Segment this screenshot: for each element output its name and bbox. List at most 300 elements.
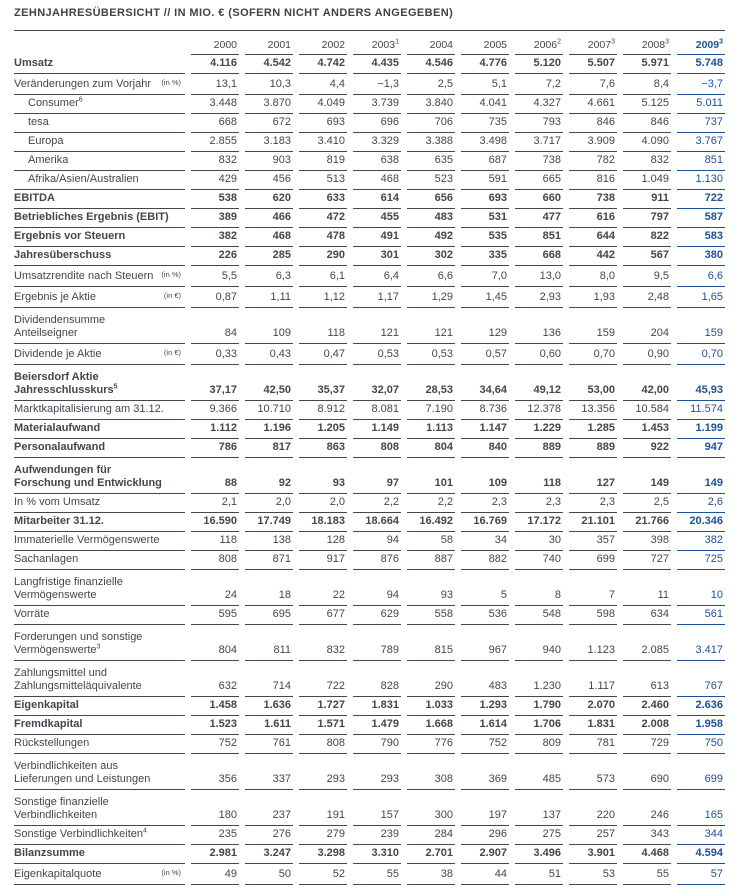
value-cell: 16.769 xyxy=(461,513,509,532)
value-cell: 109 xyxy=(245,325,293,344)
value-cell: 1.149 xyxy=(353,420,401,439)
row-unit-label: (in €) xyxy=(163,348,181,357)
value-cell: 137 xyxy=(515,807,563,826)
value-cell: 456 xyxy=(245,171,293,190)
value-cell: 477 xyxy=(515,209,563,228)
value-cell: 8.081 xyxy=(353,401,401,420)
value-cell: 2,48 xyxy=(623,289,671,308)
value-cell: 478 xyxy=(299,228,347,247)
value-cell: 677 xyxy=(299,606,347,625)
table-row xyxy=(14,74,725,95)
value-cell: 3.310 xyxy=(353,845,401,864)
value-cell: 2,6 xyxy=(677,494,725,513)
value-cell: 468 xyxy=(245,228,293,247)
value-cell: 0,43 xyxy=(245,346,293,365)
value-cell: 2.008 xyxy=(623,716,671,735)
value-cell: 786 xyxy=(191,439,239,458)
value-cell: 16.590 xyxy=(191,513,239,532)
value-cell: 17.749 xyxy=(245,513,293,532)
value-cell: 38 xyxy=(407,866,455,885)
value-cell: 548 xyxy=(515,606,563,625)
value-cell: 629 xyxy=(353,606,401,625)
row-label: Fremdkapital xyxy=(14,716,185,735)
table-row xyxy=(14,344,725,365)
table-row xyxy=(14,308,725,344)
row-label: In % vom Umsatz xyxy=(14,494,185,513)
value-cell: 808 xyxy=(353,439,401,458)
value-cell: 94 xyxy=(353,532,401,551)
value-cell: 633 xyxy=(299,190,347,209)
value-cell: 2.070 xyxy=(569,697,617,716)
value-cell: 699 xyxy=(677,771,725,790)
value-cell: 752 xyxy=(191,735,239,754)
value-cell: 335 xyxy=(461,247,509,266)
table-row xyxy=(14,826,725,845)
value-cell: 781 xyxy=(569,735,617,754)
value-cell: 808 xyxy=(191,551,239,570)
value-cell: 337 xyxy=(245,771,293,790)
value-cell: 12.378 xyxy=(515,401,563,420)
value-cell: 828 xyxy=(353,678,401,697)
value-cell: 483 xyxy=(461,678,509,697)
row-unit-label: (in %) xyxy=(161,868,181,877)
value-cell: 808 xyxy=(299,735,347,754)
value-cell: 737 xyxy=(677,114,725,133)
value-cell: 2,3 xyxy=(461,494,509,513)
value-cell: 35,37 xyxy=(299,382,347,401)
value-cell: 220 xyxy=(569,807,617,826)
value-cell: 3.388 xyxy=(407,133,455,152)
value-cell: 22 xyxy=(299,587,347,606)
value-cell: 2.981 xyxy=(191,845,239,864)
value-cell: 2.636 xyxy=(677,697,725,716)
value-cell: 2.701 xyxy=(407,845,455,864)
value-cell: 1.293 xyxy=(461,697,509,716)
value-cell: 735 xyxy=(461,114,509,133)
value-cell: 1.112 xyxy=(191,420,239,439)
value-cell: 7,0 xyxy=(461,268,509,287)
value-cell: −1,3 xyxy=(353,76,401,95)
value-cell: 696 xyxy=(353,114,401,133)
row-label: Zahlungsmittel und Zahlungsmitteläquivalente xyxy=(14,665,185,697)
table-row xyxy=(14,697,725,716)
value-cell: 1.611 xyxy=(245,716,293,735)
value-cell: 1,93 xyxy=(569,289,617,308)
value-cell: 889 xyxy=(515,439,563,458)
value-cell: 157 xyxy=(353,807,401,826)
value-cell: 21.766 xyxy=(623,513,671,532)
value-cell: 1.727 xyxy=(299,697,347,716)
value-cell: 3.329 xyxy=(353,133,401,152)
row-label: Betriebliches Ergebnis (EBIT) xyxy=(14,209,185,228)
value-cell: 6,6 xyxy=(677,268,725,287)
value-cell: 344 xyxy=(677,826,725,845)
row-label: Bilanzsumme xyxy=(14,845,185,864)
value-cell: 832 xyxy=(299,642,347,661)
table-row xyxy=(14,790,725,826)
value-cell: 797 xyxy=(623,209,671,228)
value-cell: 10.584 xyxy=(623,401,671,420)
value-cell: 13,0 xyxy=(515,268,563,287)
value-cell: 53 xyxy=(569,866,617,885)
value-cell: 1,45 xyxy=(461,289,509,308)
value-cell: 3.496 xyxy=(515,845,563,864)
table-row xyxy=(14,735,725,754)
value-cell: 1.229 xyxy=(515,420,563,439)
value-cell: 1.636 xyxy=(245,697,293,716)
year-column-2008: 2008$^3$ xyxy=(623,36,671,55)
value-cell: 3.901 xyxy=(569,845,617,864)
value-cell: 88 xyxy=(191,475,239,494)
value-cell: 1.479 xyxy=(353,716,401,735)
value-cell: 809 xyxy=(515,735,563,754)
value-cell: 389 xyxy=(191,209,239,228)
table-row xyxy=(14,133,725,152)
value-cell: 1.571 xyxy=(299,716,347,735)
value-cell: 8,4 xyxy=(623,76,671,95)
value-cell: 1.147 xyxy=(461,420,509,439)
value-cell: 7,2 xyxy=(515,76,563,95)
value-cell: 1.523 xyxy=(191,716,239,735)
value-cell: 455 xyxy=(353,209,401,228)
table-row xyxy=(14,606,725,625)
value-cell: 4.742 xyxy=(299,55,347,74)
year-column-2000: 2000 xyxy=(191,36,239,55)
value-cell: 6,1 xyxy=(299,268,347,287)
value-cell: 49,12 xyxy=(515,382,563,401)
value-cell: 767 xyxy=(677,678,725,697)
value-cell: 846 xyxy=(623,114,671,133)
value-cell: 840 xyxy=(461,439,509,458)
row-label: Forderungen und sonstige Vermögenswerte$^3$ xyxy=(14,629,185,661)
value-cell: 37,17 xyxy=(191,382,239,401)
value-cell: 18.664 xyxy=(353,513,401,532)
row-label: Aufwendungen für Forschung und Entwicklung xyxy=(14,462,185,494)
value-cell: 911 xyxy=(623,190,671,209)
value-cell: 0,60 xyxy=(515,346,563,365)
value-cell: 3.840 xyxy=(407,95,455,114)
value-cell: 10.710 xyxy=(245,401,293,420)
value-cell: 197 xyxy=(461,807,509,826)
row-label: Rückstellungen xyxy=(14,735,185,754)
value-cell: 6,6 xyxy=(407,268,455,287)
value-cell: 2,3 xyxy=(569,494,617,513)
value-cell: 13.356 xyxy=(569,401,617,420)
value-cell: 118 xyxy=(191,532,239,551)
value-cell: 52 xyxy=(299,866,347,885)
value-cell: 2,93 xyxy=(515,289,563,308)
value-cell: 51 xyxy=(515,866,563,885)
value-cell: 42,50 xyxy=(245,382,293,401)
table-row xyxy=(14,365,725,401)
value-cell: 3.909 xyxy=(569,133,617,152)
table-row xyxy=(14,287,725,308)
value-cell: 442 xyxy=(569,247,617,266)
value-cell: 2,0 xyxy=(299,494,347,513)
value-cell: 668 xyxy=(191,114,239,133)
row-label: Dividendensumme Anteilseigner xyxy=(14,312,185,344)
value-cell: 573 xyxy=(569,771,617,790)
value-cell: 738 xyxy=(515,152,563,171)
value-cell: 53,00 xyxy=(569,382,617,401)
value-cell: 5.120 xyxy=(515,55,563,74)
value-cell: 722 xyxy=(299,678,347,697)
value-cell: 1.790 xyxy=(515,697,563,716)
value-cell: 616 xyxy=(569,209,617,228)
value-cell: 165 xyxy=(677,807,725,826)
value-cell: 17.172 xyxy=(515,513,563,532)
value-cell: 4.546 xyxy=(407,55,455,74)
value-cell: 159 xyxy=(569,325,617,344)
value-cell: 1.668 xyxy=(407,716,455,735)
value-cell: 382 xyxy=(191,228,239,247)
value-cell: 92 xyxy=(245,475,293,494)
table-row xyxy=(14,114,725,133)
value-cell: 380 xyxy=(677,247,725,266)
value-cell: 782 xyxy=(569,152,617,171)
value-cell: 0,87 xyxy=(191,289,239,308)
value-cell: 57 xyxy=(677,866,725,885)
value-cell: 483 xyxy=(407,209,455,228)
value-cell: 239 xyxy=(353,826,401,845)
value-cell: 4.776 xyxy=(461,55,509,74)
value-cell: 50 xyxy=(245,866,293,885)
row-label: Europa xyxy=(14,133,185,152)
value-cell: 257 xyxy=(569,826,617,845)
value-cell: 804 xyxy=(191,642,239,661)
value-cell: 49 xyxy=(191,866,239,885)
row-label: Umsatz xyxy=(14,55,185,74)
row-label: Vorräte xyxy=(14,606,185,625)
value-cell: 693 xyxy=(461,190,509,209)
value-cell: 815 xyxy=(407,642,455,661)
value-cell: 18 xyxy=(245,587,293,606)
value-cell: 1.199 xyxy=(677,420,725,439)
value-cell: 9,5 xyxy=(623,268,671,287)
row-label: Langfristige finanzielle Vermögenswerte xyxy=(14,574,185,606)
value-cell: 1.130 xyxy=(677,171,725,190)
value-cell: 1,17 xyxy=(353,289,401,308)
value-cell: 1,11 xyxy=(245,289,293,308)
value-cell: 871 xyxy=(245,551,293,570)
value-cell: 922 xyxy=(623,439,671,458)
value-cell: 84 xyxy=(191,325,239,344)
value-cell: 485 xyxy=(515,771,563,790)
value-cell: 5.011 xyxy=(677,95,725,114)
value-cell: 290 xyxy=(299,247,347,266)
year-column-2009: 2009$^3$ xyxy=(677,36,725,55)
table-row xyxy=(14,209,725,228)
value-cell: 5.125 xyxy=(623,95,671,114)
value-cell: 722 xyxy=(677,190,725,209)
value-cell: 761 xyxy=(245,735,293,754)
row-label: Personalaufwand xyxy=(14,439,185,458)
value-cell: 93 xyxy=(407,587,455,606)
value-cell: 58 xyxy=(407,532,455,551)
value-cell: 180 xyxy=(191,807,239,826)
value-cell: 11.574 xyxy=(677,401,725,420)
value-cell: 13,1 xyxy=(191,76,239,95)
value-cell: 293 xyxy=(353,771,401,790)
value-cell: 1.113 xyxy=(407,420,455,439)
value-cell: 863 xyxy=(299,439,347,458)
value-cell: 558 xyxy=(407,606,455,625)
value-cell: 1.958 xyxy=(677,716,725,735)
value-cell: 44 xyxy=(461,866,509,885)
value-cell: 738 xyxy=(569,190,617,209)
value-cell: 967 xyxy=(461,642,509,661)
row-unit-label: (in €) xyxy=(163,291,181,300)
value-cell: 343 xyxy=(623,826,671,845)
value-cell: 727 xyxy=(623,551,671,570)
value-cell: 492 xyxy=(407,228,455,247)
value-cell: 4,4 xyxy=(299,76,347,95)
value-cell: 4.468 xyxy=(623,845,671,864)
value-cell: 7,6 xyxy=(569,76,617,95)
value-cell: 191 xyxy=(299,807,347,826)
value-cell: 811 xyxy=(245,642,293,661)
value-cell: 668 xyxy=(515,247,563,266)
table-body xyxy=(14,55,725,885)
value-cell: 10,3 xyxy=(245,76,293,95)
year-header-row xyxy=(14,31,725,55)
value-cell: 109 xyxy=(461,475,509,494)
row-label: Sonstige Verbindlichkeiten$^4$ xyxy=(14,826,185,845)
value-cell: 466 xyxy=(245,209,293,228)
year-column-2002: 2002 xyxy=(299,36,347,55)
value-cell: 523 xyxy=(407,171,455,190)
value-cell: 3.183 xyxy=(245,133,293,152)
value-cell: 0,47 xyxy=(299,346,347,365)
value-cell: 246 xyxy=(623,807,671,826)
table-row xyxy=(14,55,725,74)
value-cell: −3,7 xyxy=(677,76,725,95)
value-cell: 55 xyxy=(623,866,671,885)
value-cell: 6,3 xyxy=(245,268,293,287)
value-cell: 1.123 xyxy=(569,642,617,661)
value-cell: 293 xyxy=(299,771,347,790)
table-row xyxy=(14,532,725,551)
value-cell: 11 xyxy=(623,587,671,606)
value-cell: 118 xyxy=(299,325,347,344)
value-cell: 290 xyxy=(407,678,455,697)
value-cell: 159 xyxy=(677,325,725,344)
value-cell: 279 xyxy=(299,826,347,845)
value-cell: 613 xyxy=(623,678,671,697)
value-cell: 793 xyxy=(515,114,563,133)
value-cell: 8.736 xyxy=(461,401,509,420)
value-cell: 635 xyxy=(407,152,455,171)
table-row xyxy=(14,458,725,494)
row-label: Mitarbeiter 31.12. xyxy=(14,513,185,532)
value-cell: 940 xyxy=(515,642,563,661)
value-cell: 1,65 xyxy=(677,289,725,308)
row-label: Afrika/Asien/Australien xyxy=(14,171,185,190)
value-cell: 4.116 xyxy=(191,55,239,74)
value-cell: 725 xyxy=(677,551,725,570)
value-cell: 369 xyxy=(461,771,509,790)
value-cell: 356 xyxy=(191,771,239,790)
value-cell: 128 xyxy=(299,532,347,551)
table-row xyxy=(14,228,725,247)
value-cell: 851 xyxy=(677,152,725,171)
table-row xyxy=(14,625,725,661)
value-cell: 1.205 xyxy=(299,420,347,439)
value-cell: 0,90 xyxy=(623,346,671,365)
value-cell: 8.912 xyxy=(299,401,347,420)
value-cell: 614 xyxy=(353,190,401,209)
value-cell: 1.453 xyxy=(623,420,671,439)
value-cell: 1.458 xyxy=(191,697,239,716)
value-cell: 2,2 xyxy=(353,494,401,513)
row-label: Amerika xyxy=(14,152,185,171)
value-cell: 790 xyxy=(353,735,401,754)
value-cell: 121 xyxy=(353,325,401,344)
value-cell: 819 xyxy=(299,152,347,171)
value-cell: 3.247 xyxy=(245,845,293,864)
value-cell: 1.614 xyxy=(461,716,509,735)
value-cell: 1,12 xyxy=(299,289,347,308)
value-cell: 2.907 xyxy=(461,845,509,864)
value-cell: 3.870 xyxy=(245,95,293,114)
value-cell: 2,3 xyxy=(515,494,563,513)
value-cell: 665 xyxy=(515,171,563,190)
value-cell: 129 xyxy=(461,325,509,344)
value-cell: 3.498 xyxy=(461,133,509,152)
value-cell: 887 xyxy=(407,551,455,570)
value-cell: 3.298 xyxy=(299,845,347,864)
year-column-2004: 2004 xyxy=(407,36,455,55)
row-label: Ergebnis vor Steuern xyxy=(14,228,185,247)
value-cell: 638 xyxy=(353,152,401,171)
value-cell: 1.117 xyxy=(569,678,617,697)
value-cell: 8 xyxy=(515,587,563,606)
value-cell: 816 xyxy=(569,171,617,190)
year-column-2007: 2007$^3$ xyxy=(569,36,617,55)
value-cell: 302 xyxy=(407,247,455,266)
value-cell: 276 xyxy=(245,826,293,845)
value-cell: 296 xyxy=(461,826,509,845)
value-cell: 740 xyxy=(515,551,563,570)
row-label: Immaterielle Vermögenswerte xyxy=(14,532,185,551)
value-cell: 204 xyxy=(623,325,671,344)
value-cell: 4.049 xyxy=(299,95,347,114)
table-row xyxy=(14,661,725,697)
value-cell: 822 xyxy=(623,228,671,247)
value-cell: 468 xyxy=(353,171,401,190)
value-cell: 2.855 xyxy=(191,133,239,152)
value-cell: 0,53 xyxy=(353,346,401,365)
value-cell: 660 xyxy=(515,190,563,209)
value-cell: 20.346 xyxy=(677,513,725,532)
row-unit-label: (in %) xyxy=(161,270,181,279)
page-title: ZEHNJAHRESÜBERSICHT // IN MIO. € (SOFERN NICHT ANDERS ANGEGEBEN) xyxy=(14,7,454,19)
value-cell: 3.739 xyxy=(353,95,401,114)
table-row xyxy=(14,864,725,885)
row-label: Eigenkapitalquote (in %) xyxy=(14,864,185,885)
value-cell: 226 xyxy=(191,247,239,266)
value-cell: 0,33 xyxy=(191,346,239,365)
value-cell: 4.661 xyxy=(569,95,617,114)
table-row xyxy=(14,845,725,864)
value-cell: 6,4 xyxy=(353,268,401,287)
value-cell: 149 xyxy=(623,475,671,494)
value-cell: 4.041 xyxy=(461,95,509,114)
value-cell: 2,5 xyxy=(407,76,455,95)
value-cell: 1.285 xyxy=(569,420,617,439)
value-cell: 583 xyxy=(677,228,725,247)
row-label: Dividende je Aktie (in €) xyxy=(14,344,185,365)
